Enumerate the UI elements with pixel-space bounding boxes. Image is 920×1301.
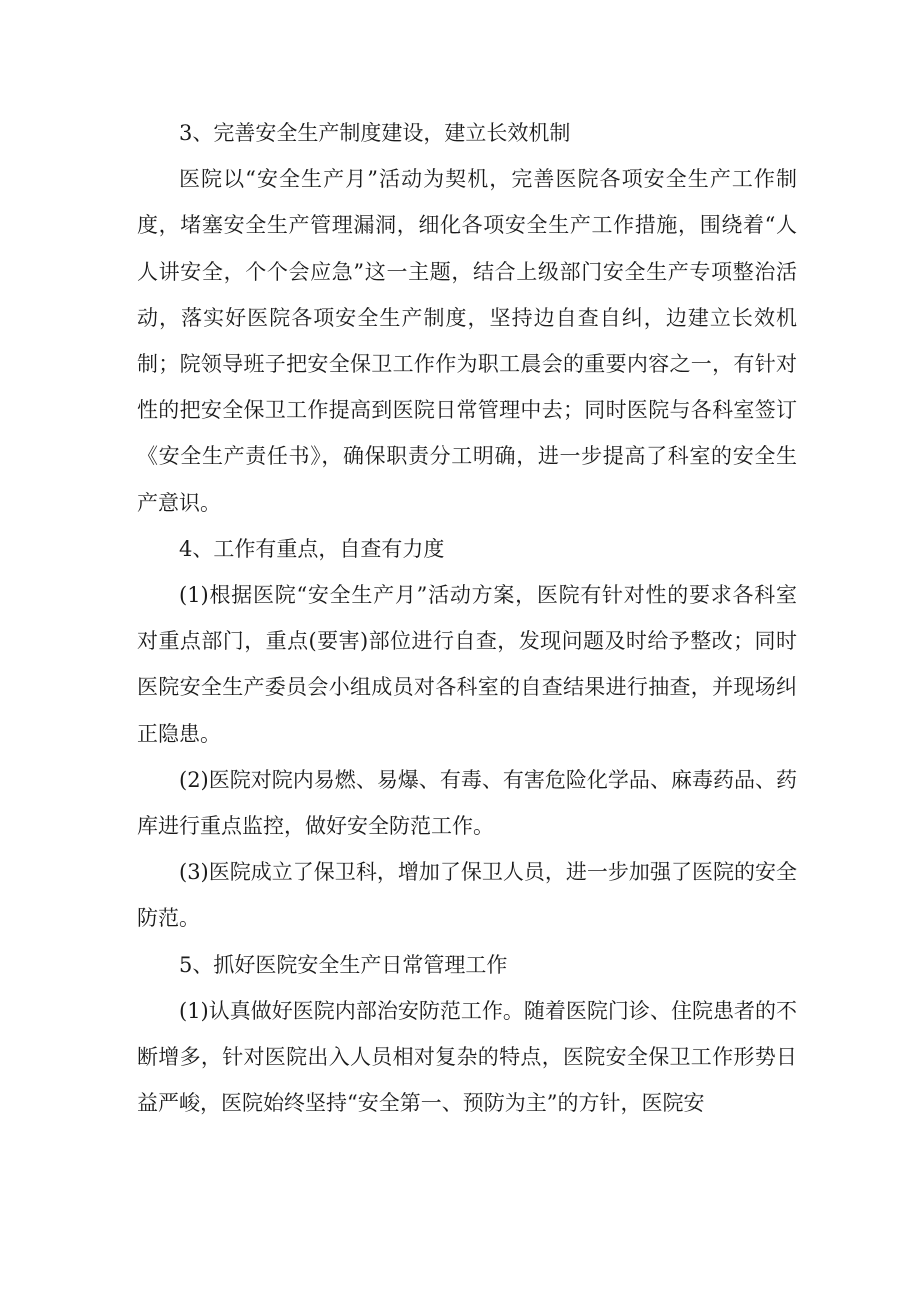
paragraph-public-security: (1)认真做好医院内部治安防范工作。随着医院门诊、住院患者的不断增多，针对医院出入人员相对复杂的特点，医院安全保卫工作形势日益严峻，医院始终坚持“安全第一、预防为主”的方针，医院安 <box>137 998 797 1116</box>
paragraph-self-inspection: (1)根据医院“安全生产月”活动方案，医院有针对性的要求各科室对重点部门，重点(要害)部位进行自查，发现问题及时给予整改；同时医院安全生产委员会小组成员对各科室的自查结果进行抽查，并现场纠正隐患。 <box>137 583 797 746</box>
section-heading-3: 3、完善安全生产制度建设，建立长效机制 <box>179 121 571 145</box>
paragraph-hazard-monitoring: (2)医院对院内易燃、易爆、有毒、有害危险化学品、麻毒药品、药库进行重点监控，做好安全防范工作。 <box>137 767 797 839</box>
document-body <box>137 110 797 1126</box>
paragraph-security-department: (3)医院成立了保卫科，增加了保卫人员，进一步加强了医院的安全防范。 <box>137 860 797 931</box>
paragraph-safety-system: 医院以“安全生产月”活动为契机，完善医院各项安全生产工作制度，堵塞安全生产管理漏洞，细化各项安全生产工作措施，围绕着“人人讲安全，个个会应急”这一主题，结合上级部门安全生产专项整治活动，落实好医院各项安全生产制度，坚持边自查自纠，边建立长效机制；院领导班子把安全保卫工作作为职工晨会的重要内容之一，有针对性的把安全保卫工作提高到医院日常管理中去；同时医院与各科室签订《安全生产责任书》，确保职责分工明确，进一步提高了科室的安全生产意识。 <box>137 167 797 515</box>
section-heading-5: 5、抓好医院安全生产日常管理工作 <box>179 952 508 977</box>
section-heading-4: 4、工作有重点，自查有力度 <box>179 536 445 561</box>
